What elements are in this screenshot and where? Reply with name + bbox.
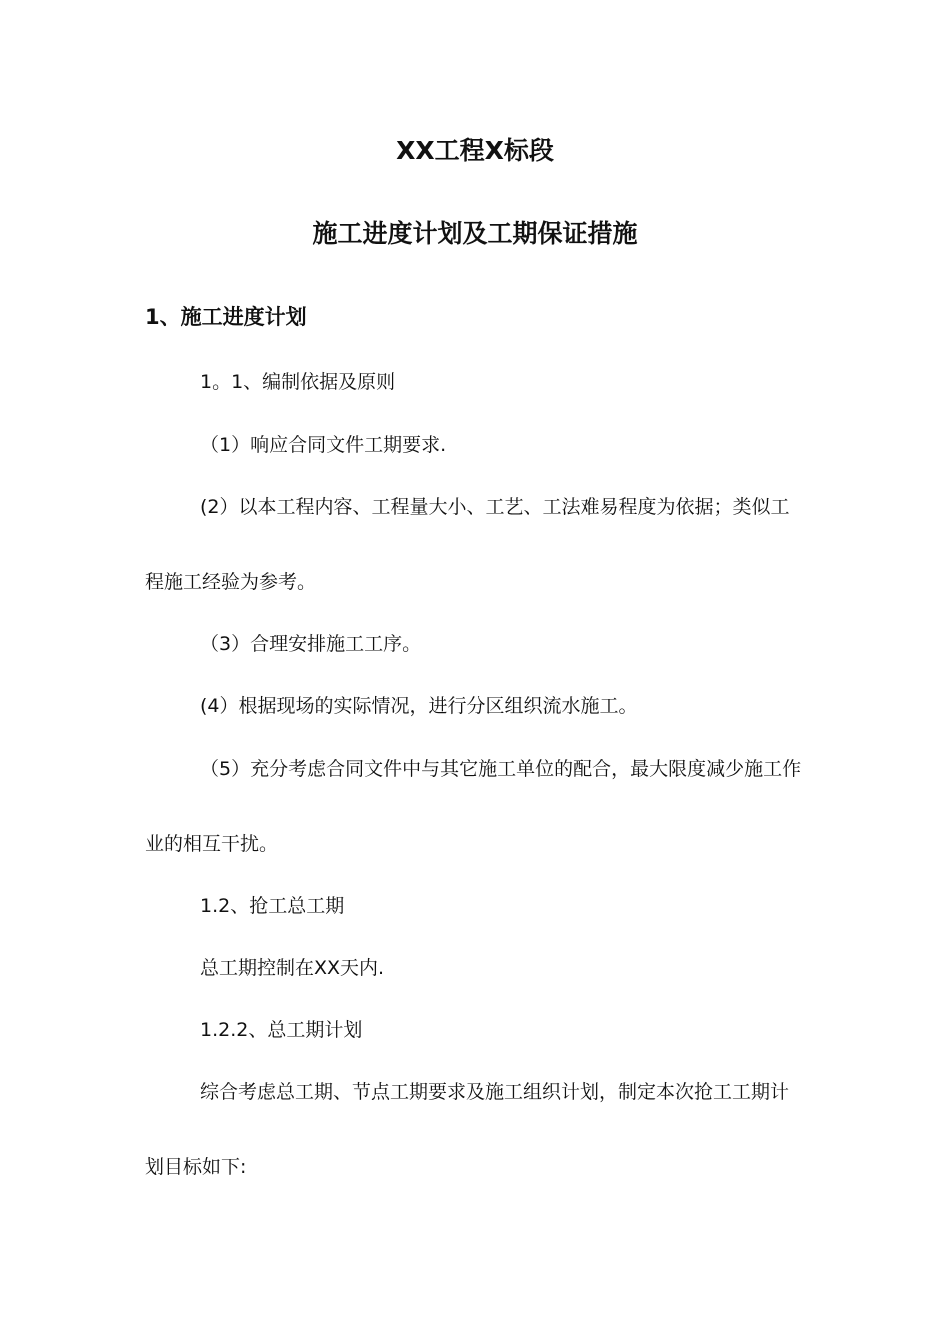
paragraph: （3）合理安排施工工序。 [200,633,422,655]
paragraph: 综合考虑总工期、节点工期要求及施工组织计划，制定本次抢工工期计 [200,1081,790,1103]
document-subtitle: 施工进度计划及工期保证措施 [312,219,638,248]
paragraph: 总工期控制在XX天内. [200,957,385,979]
section-heading: 1、施工进度计划 [145,305,307,329]
subsection-heading: 1.2、抢工总工期 [200,895,345,917]
paragraph-continuation: 程施工经验为参考。 [145,571,317,593]
paragraph-continuation: 业的相互干扰。 [145,833,279,855]
paragraph: （5）充分考虑合同文件中与其它施工单位的配合，最大限度减少施工作 [200,758,802,780]
paragraph: (4）根据现场的实际情况，进行分区组织流水施工。 [200,695,638,717]
subsection-heading: 1.2.2、总工期计划 [200,1019,363,1041]
paragraph: （1）响应合同文件工期要求. [200,434,447,456]
paragraph: (2）以本工程内容、工程量大小、工艺、工法难易程度为依据；类似工 [200,496,790,518]
subsection-heading: 1。1、编制依据及原则 [200,371,396,393]
document-title: XX工程X标段 [396,136,554,165]
paragraph-continuation: 划目标如下: [145,1156,247,1178]
